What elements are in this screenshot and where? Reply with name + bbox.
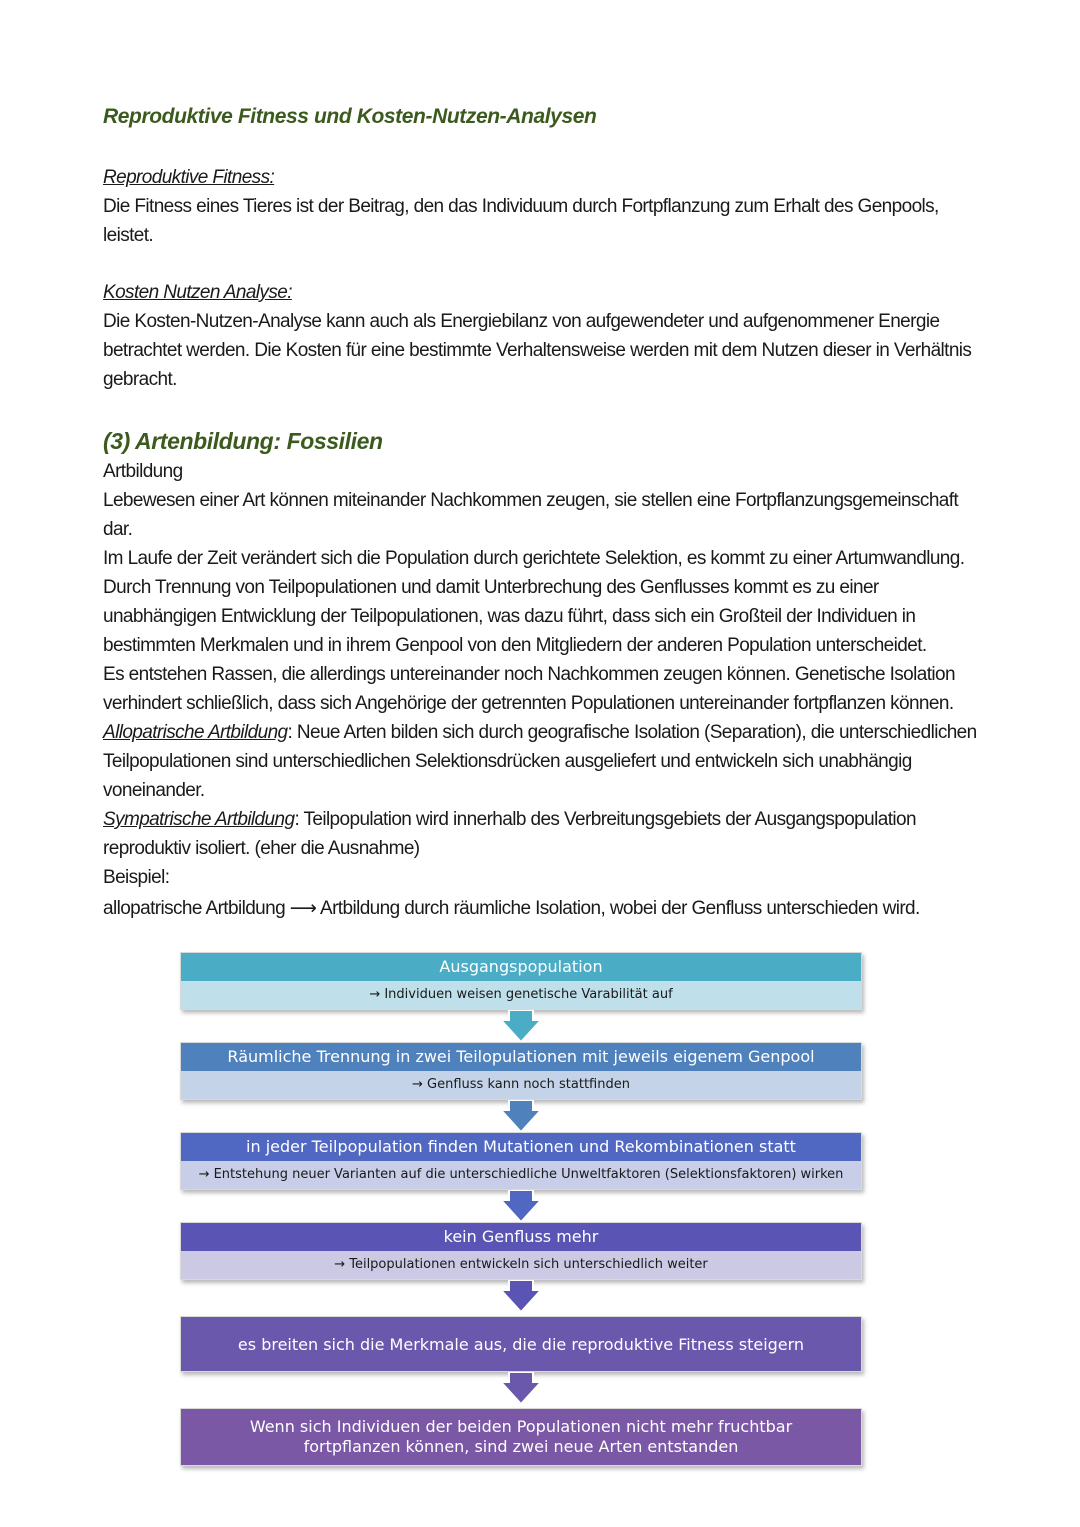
sympatric-text: : Teilpopulation wird innerhalb des Verbreitungsgebiets der Ausgangspopulation reproduktiv isoliert. (eher die Ausnahme) bbox=[103, 809, 916, 859]
down-arrow-icon bbox=[501, 1100, 541, 1132]
flow-step-3-detail: → Entstehung neuer Varianten auf die unterschiedliche Unweltfaktoren (Selektionsfaktoren) wirken bbox=[181, 1161, 861, 1189]
down-arrow-icon bbox=[501, 1280, 541, 1312]
flow-step-2 bbox=[180, 1042, 862, 1100]
section-title-artenbildung: (3) Artenbildung: Fossilien bbox=[103, 428, 383, 454]
allopatric-label: Allopatrische Artbildung bbox=[103, 722, 288, 743]
flow-step-3 bbox=[180, 1132, 862, 1190]
flow-step-5 bbox=[180, 1316, 862, 1372]
flow-step-4-detail: → Teilpopulationen entwickeln sich unterschiedlich weiter bbox=[181, 1251, 861, 1279]
flow-step-6 bbox=[180, 1408, 862, 1466]
down-arrow-icon bbox=[501, 1010, 541, 1042]
example-label: Beispiel: bbox=[103, 867, 170, 888]
flow-step-5-title: es breiten sich die Merkmale aus, die die reproduktive Fitness steigern bbox=[181, 1317, 861, 1371]
flow-step-1-detail: → Individuen weisen genetische Varabilität auf bbox=[181, 981, 861, 1009]
allopatric-text: : Neue Arten bilden sich durch geografische Isolation (Separation), die unterschiedlichen Teilpopulationen sind unterschiedlichen Selektionsdrücken ausgeliefert und entwickeln sich unabhängig voneinander. bbox=[103, 722, 977, 801]
flow-step-1-title: Ausgangspopulation bbox=[181, 953, 861, 981]
flow-step-1 bbox=[180, 952, 862, 1010]
flow-step-3-title: in jeder Teilpopulation finden Mutationen und Rekombinationen statt bbox=[181, 1133, 861, 1161]
flow-arrow-1 bbox=[180, 1010, 868, 1042]
fitness-label: Reproduktive Fitness: bbox=[103, 167, 275, 188]
flow-arrow-5 bbox=[180, 1372, 868, 1404]
down-arrow-icon bbox=[501, 1190, 541, 1222]
flow-step-4-title: kein Genfluss mehr bbox=[181, 1223, 861, 1251]
flow-arrow-2 bbox=[180, 1100, 868, 1132]
section-title-fitness: Reproduktive Fitness und Kosten-Nutzen-Analysen bbox=[103, 105, 597, 128]
flow-arrow-3 bbox=[180, 1190, 868, 1222]
down-arrow-icon bbox=[501, 1372, 541, 1404]
artbildung-paragraph-1: Lebewesen einer Art können miteinander Nachkommen zeugen, sie stellen eine Fortpflanzungsgemeinschaft dar. bbox=[103, 490, 959, 540]
document-page bbox=[103, 100, 983, 923]
sympatric-definition bbox=[103, 805, 983, 863]
sympatric-label: Sympatrische Artbildung bbox=[103, 809, 295, 830]
example-text: allopatrische Artbildung ⟶ Artbildung durch räumliche Isolation, wobei der Genfluss unterschieden wird. bbox=[103, 898, 920, 919]
artbildung-paragraph-2: Im Laufe der Zeit verändert sich die Population durch gerichtete Selektion, es kommt zu einer Artumwandlung. bbox=[103, 548, 965, 569]
fitness-text: Die Fitness eines Tieres ist der Beitrag, den das Individuum durch Fortpflanzung zum Erhalt des Genpools, leistet. bbox=[103, 196, 939, 246]
flow-step-2-detail: → Genfluss kann noch stattfinden bbox=[181, 1071, 861, 1099]
kna-text: Die Kosten-Nutzen-Analyse kann auch als Energiebilanz von aufgewendeter und aufgenommener Energie betrachtet werden. Die Kosten für eine bestimmte Verhaltensweise werden mit dem Nutzen dieser in Verhältnis gebracht. bbox=[103, 311, 972, 390]
allopatric-definition bbox=[103, 718, 983, 805]
artbildung-paragraph-3: Durch Trennung von Teilpopulationen und damit Unterbrechung des Genflusses kommt es zu einer unabhängigen Entwicklung der Teilpopulationen, was dazu führt, dass sich ein Großteil der Individuen in bestimmten Merkmalen und in ihrem Genpool von den Mitgliedern der anderen Population unterscheidet. bbox=[103, 577, 927, 656]
flow-step-2-title: Räumliche Trennung in zwei Teilopulationen mit jeweils eigenem Genpool bbox=[181, 1043, 861, 1071]
kna-label: Kosten Nutzen Analyse: bbox=[103, 282, 292, 303]
speciation-flowchart bbox=[180, 952, 868, 1466]
flow-step-4 bbox=[180, 1222, 862, 1280]
flow-step-6-title: Wenn sich Individuen der beiden Populationen nicht mehr fruchtbar fortpflanzen können, sind zwei neue Arten entstanden bbox=[181, 1409, 861, 1465]
artbildung-subtitle: Artbildung bbox=[103, 461, 183, 482]
flow-arrow-4 bbox=[180, 1280, 868, 1312]
artbildung-paragraph-4: Es entstehen Rassen, die allerdings untereinander noch Nachkommen zeugen können. Genetische Isolation verhindert schließlich, dass sich Angehörige der getrennten Populationen untereinander fortpflanzen können. bbox=[103, 664, 955, 714]
